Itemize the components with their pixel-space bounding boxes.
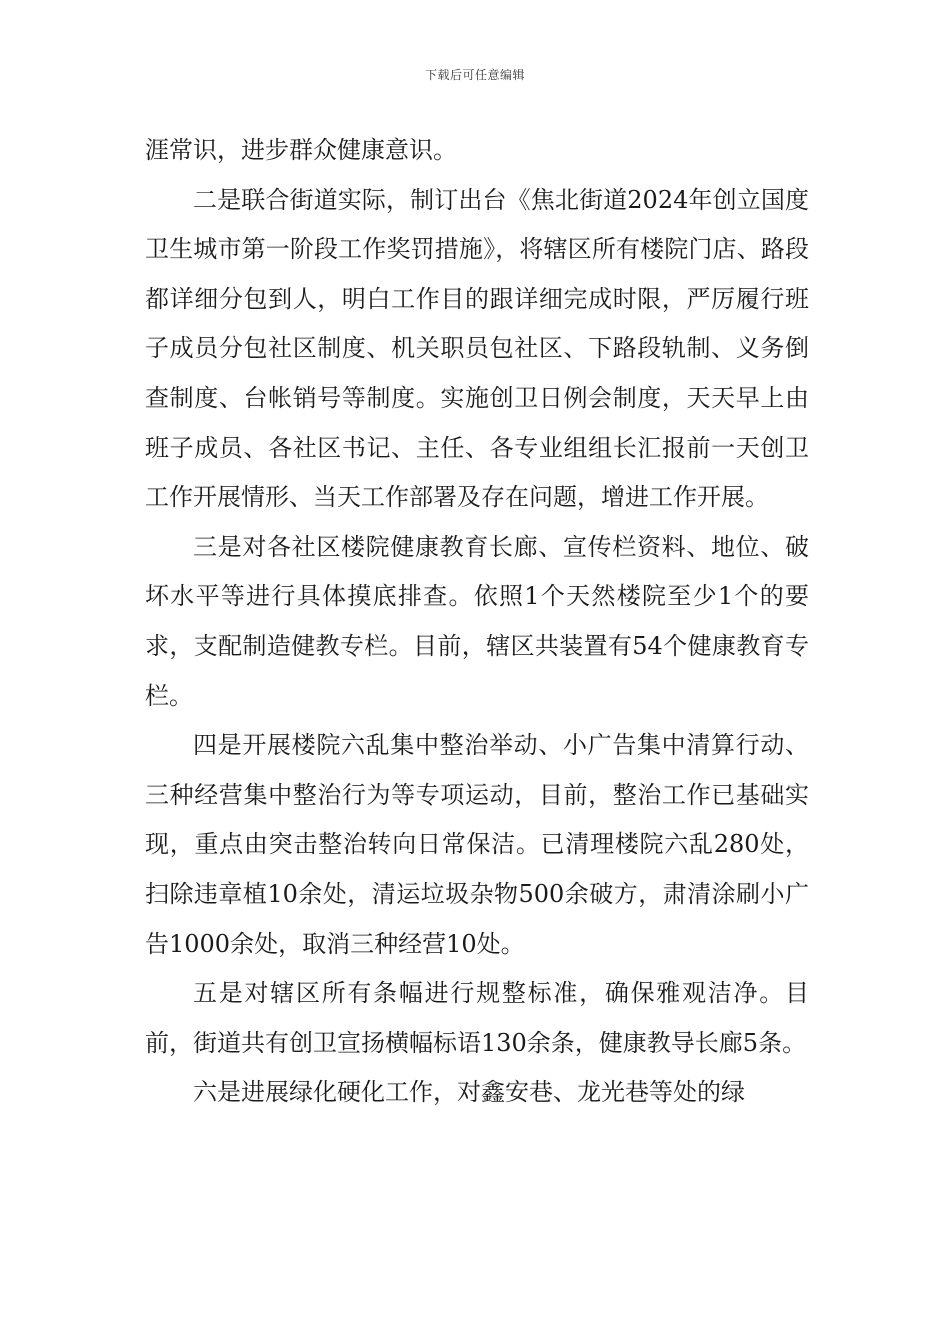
document-body [145, 126, 809, 1118]
paragraph-continuation: 涯常识，进步群众健康意识。 [145, 136, 457, 164]
paragraph-item-two: 二是联合街道实际，制订出台《焦北街道2024年创立国度卫生城市第一阶段工作奖罚措施》，将辖区所有楼院门店、路段都详细分包到人，明白工作目的跟详细完成时限，严厉履行班子成员分包社区制度、机关职员包社区、下路段轨制、义务倒查制度、台帐销号等制度。实施创卫日例会制度，天天早上由班子成员、各社区书记、主任、各专业组组长汇报前一天创卫工作开展情形、当天工作部署及存在问题，增进工作开展。 [145, 185, 809, 512]
paragraph-item-five: 五是对辖区所有条幅进行规整标准，确保雅观洁净。目前，街道共有创卫宣扬横幅标语130余条，健康教导长廊5条。 [145, 979, 809, 1057]
paragraph-item-three: 三是对各社区楼院健康教育长廊、宣传栏资料、地位、破坏水平等进行具体摸底排查。依照1个天然楼院至少1个的要求，支配制造健教专栏。目前，辖区共装置有54个健康教育专栏。 [145, 532, 809, 710]
paragraph-item-four: 四是开展楼院六乱集中整治举动、小广告集中清算行动、三种经营集中整治行为等专项运动，目前，整治工作已基础实现，重点由突击整治转向日常保洁。已清理楼院六乱280处，扫除违章植10余处，清运垃圾杂物500余破方，肃清涂刷小广告1000余处，取消三种经营10处。 [145, 731, 809, 958]
header-note: 下载后可任意编辑 [424, 68, 525, 82]
paragraph-item-six: 六是进展绿化硬化工作，对鑫安巷、龙光巷等处的绿 [193, 1078, 745, 1107]
